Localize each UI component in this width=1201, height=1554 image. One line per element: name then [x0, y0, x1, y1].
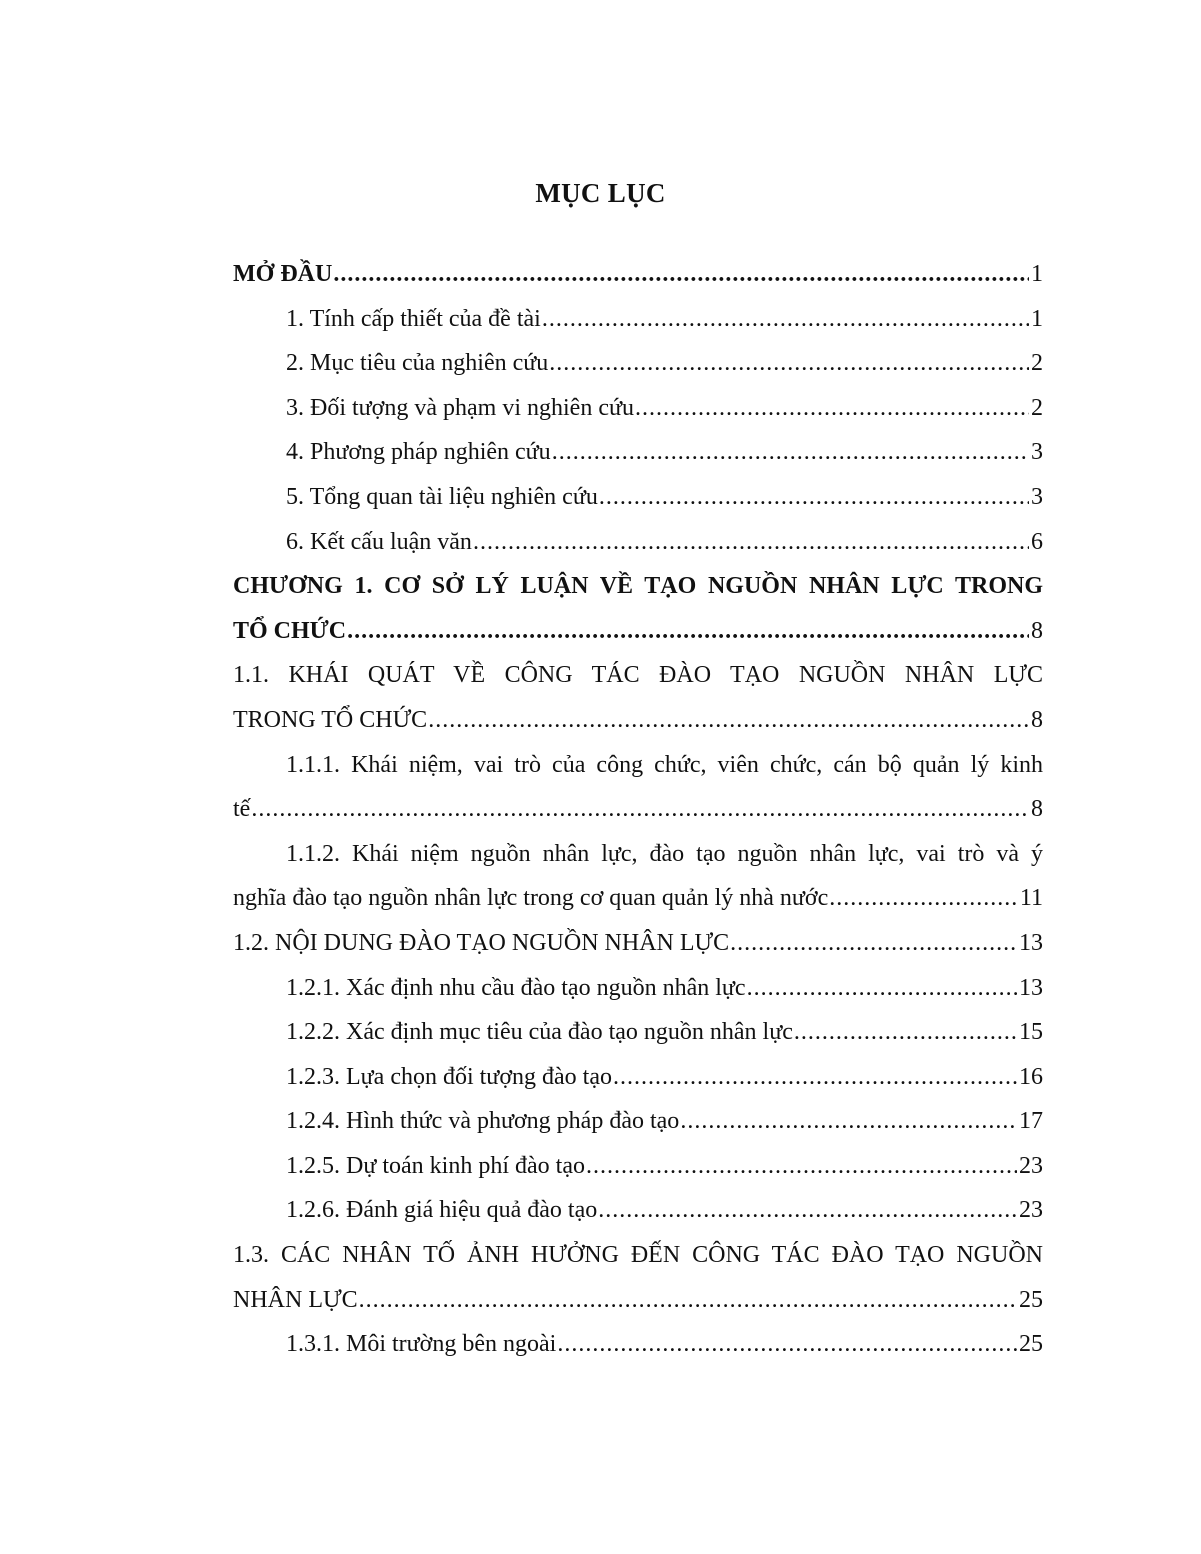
- toc-entry[interactable]: [233, 475, 1043, 520]
- toc-entry-title: 1.2.2. Xác định mục tiêu của đào tạo nguồn nhân lực: [286, 1019, 793, 1046]
- toc-entry[interactable]: [233, 1010, 1043, 1055]
- toc-entry[interactable]: [233, 520, 1043, 565]
- toc-entry-title: tế: [233, 796, 251, 823]
- toc-page-number: 8: [1031, 706, 1043, 733]
- toc-entry-title: TRONG TỔ CHỨC: [233, 706, 428, 733]
- dot-leader: [599, 475, 1029, 520]
- toc-entry[interactable]: [233, 966, 1043, 1011]
- dot-leader: [598, 1188, 1017, 1233]
- dot-leader: [542, 297, 1029, 342]
- dot-leader: [613, 1055, 1017, 1100]
- toc-entry-title: MỞ ĐẦU: [233, 261, 333, 287]
- toc-entry-title-line: 1.1. KHÁI QUÁT VỀ CÔNG TÁC ĐÀO TẠO NGUỒN NHÂN LỰC: [233, 662, 1043, 689]
- dot-leader: [428, 698, 1029, 743]
- toc-entry-title: 1.2.6. Đánh giá hiệu quả đào tạo: [286, 1197, 598, 1224]
- toc-entry-title: 6. Kết cấu luận văn: [286, 528, 472, 555]
- dot-leader: [635, 386, 1029, 431]
- dot-leader: [747, 966, 1017, 1011]
- dot-leader: [730, 921, 1017, 966]
- toc-entry[interactable]: [233, 921, 1043, 966]
- toc-entry-title: TỔ CHỨC: [233, 617, 347, 644]
- toc-page-number: 23: [1019, 1197, 1043, 1224]
- toc-page-number: 3: [1031, 483, 1043, 510]
- toc-page-number: 2: [1031, 394, 1043, 421]
- toc-entry-title: nghĩa đào tạo nguồn nhân lực trong cơ quan quản lý nhà nước: [233, 885, 829, 912]
- toc-entry-title: 5. Tổng quan tài liệu nghiên cứu: [286, 483, 598, 510]
- toc-entry-title-line: 1.1.2. Khái niệm nguồn nhân lực, đào tạo nguồn nhân lực, vai trò và ý: [286, 840, 1043, 867]
- toc-page-number: 8: [1031, 617, 1043, 644]
- dot-leader: [333, 252, 1029, 297]
- toc-entry-title: 4. Phương pháp nghiên cứu: [286, 439, 551, 466]
- toc-page-number: 3: [1031, 439, 1043, 466]
- toc-page-number: 25: [1019, 1331, 1043, 1358]
- toc-entry-title-line: CHƯƠNG 1. CƠ SỞ LÝ LUẬN VỀ TẠO NGUỒN NHÂN LỰC TRONG: [233, 573, 1043, 600]
- toc-page-number: 23: [1019, 1152, 1043, 1179]
- table-of-contents: [233, 252, 1043, 1367]
- toc-page-number: 16: [1019, 1063, 1043, 1090]
- toc-page-number: 8: [1031, 796, 1043, 823]
- toc-entry-title-line: 1.1.1. Khái niệm, vai trò của công chức, viên chức, cán bộ quản lý kinh: [286, 751, 1043, 778]
- toc-entry-title-line: 1.3. CÁC NHÂN TỐ ẢNH HƯỞNG ĐẾN CÔNG TÁC ĐÀO TẠO NGUỒN: [233, 1242, 1043, 1269]
- toc-page-number: 13: [1019, 974, 1043, 1001]
- toc-entry[interactable]: [233, 252, 1043, 297]
- toc-entry-title: 3. Đối tượng và phạm vi nghiên cứu: [286, 394, 634, 421]
- toc-entry[interactable]: [233, 341, 1043, 386]
- page-title: MỤC LỤC: [535, 178, 666, 208]
- toc-page-number: 11: [1019, 885, 1043, 912]
- toc-entry[interactable]: [233, 564, 1043, 653]
- dot-leader: [473, 520, 1029, 565]
- dot-leader: [586, 1144, 1017, 1189]
- toc-page-number: 15: [1019, 1019, 1043, 1046]
- toc-entry[interactable]: [233, 430, 1043, 475]
- toc-entry[interactable]: [233, 386, 1043, 431]
- dot-leader: [359, 1278, 1017, 1323]
- toc-entry-title: 1.2.5. Dự toán kinh phí đào tạo: [286, 1152, 585, 1179]
- toc-page-number: 6: [1031, 528, 1043, 555]
- toc-entry-title: 2. Mục tiêu của nghiên cứu: [286, 350, 549, 377]
- toc-page-number: 13: [1019, 929, 1043, 956]
- dot-leader: [794, 1010, 1017, 1055]
- toc-entry-title: 1. Tính cấp thiết của đề tài: [286, 305, 541, 332]
- toc-entry[interactable]: [233, 1055, 1043, 1100]
- toc-entry[interactable]: [233, 1099, 1043, 1144]
- dot-leader: [557, 1322, 1017, 1367]
- toc-entry-title: 1.3.1. Môi trường bên ngoài: [286, 1331, 557, 1358]
- dot-leader: [680, 1099, 1017, 1144]
- toc-entry-title: 1.2.3. Lựa chọn đối tượng đào tạo: [286, 1063, 612, 1090]
- toc-entry[interactable]: [233, 1233, 1043, 1322]
- dot-leader: [552, 430, 1029, 475]
- toc-entry[interactable]: [233, 1188, 1043, 1233]
- toc-entry[interactable]: [233, 297, 1043, 342]
- dot-leader: [347, 609, 1029, 654]
- toc-entry[interactable]: [233, 743, 1043, 832]
- toc-page-number: 1: [1031, 261, 1043, 287]
- toc-entry[interactable]: [233, 1144, 1043, 1189]
- toc-page-number: 1: [1031, 305, 1043, 332]
- toc-entry-title: 1.2.1. Xác định nhu cầu đào tạo nguồn nhân lực: [286, 974, 746, 1001]
- toc-entry-title: 1.2. NỘI DUNG ĐÀO TẠO NGUỒN NHÂN LỰC: [233, 929, 730, 956]
- dot-leader: [829, 876, 1018, 921]
- dot-leader: [251, 787, 1029, 832]
- toc-entry[interactable]: [233, 1322, 1043, 1367]
- toc-entry-title: NHÂN LỰC: [233, 1286, 358, 1313]
- toc-page-number: 2: [1031, 350, 1043, 377]
- toc-entry[interactable]: [233, 832, 1043, 921]
- dot-leader: [549, 341, 1029, 386]
- toc-entry[interactable]: [233, 653, 1043, 742]
- toc-page-number: 17: [1019, 1108, 1043, 1135]
- toc-page-number: 25: [1019, 1286, 1043, 1313]
- toc-entry-title: 1.2.4. Hình thức và phương pháp đào tạo: [286, 1108, 680, 1135]
